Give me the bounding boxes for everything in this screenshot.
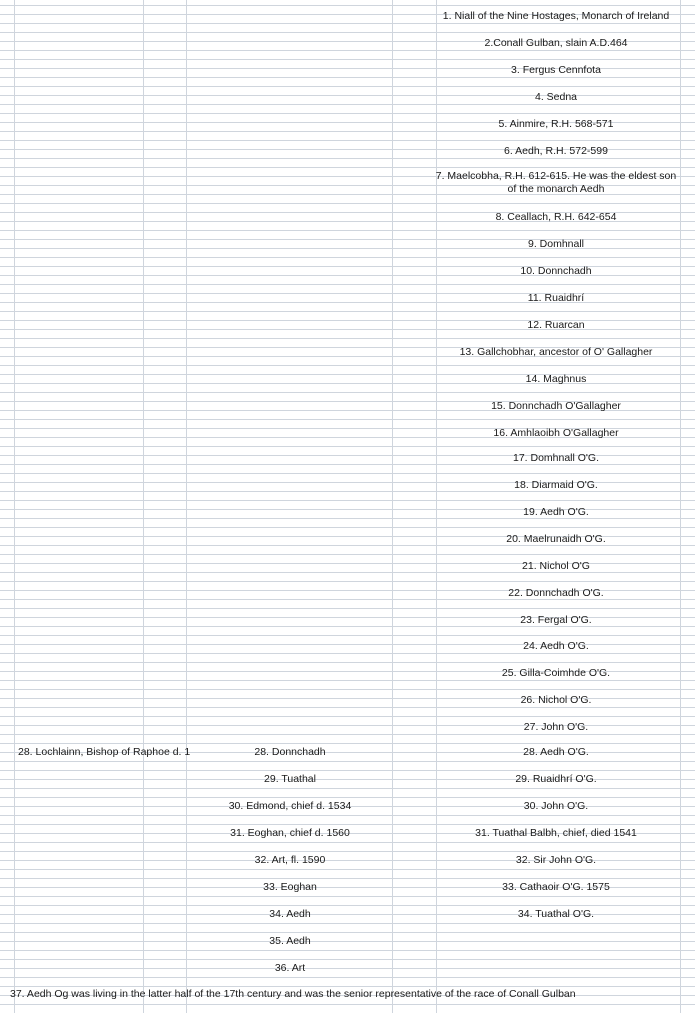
cell-d-entry[interactable]: 9. Domhnall bbox=[527, 238, 585, 250]
grid-row-line bbox=[0, 905, 695, 906]
grid-row-line bbox=[0, 95, 695, 96]
cell-c-entry[interactable]: 31. Eoghan, chief d. 1560 bbox=[230, 827, 350, 839]
cell-c-entry[interactable]: 33. Eoghan bbox=[263, 881, 317, 893]
grid-row-line bbox=[0, 284, 695, 285]
grid-row-line bbox=[0, 419, 695, 420]
grid-row-line bbox=[0, 941, 695, 942]
grid-row-line bbox=[0, 662, 695, 663]
cell-c-entry[interactable]: 34. Aedh bbox=[269, 908, 311, 920]
cell-d-entry[interactable]: 29. Ruaidhrí O'G. bbox=[515, 773, 597, 785]
grid-row-line bbox=[0, 851, 695, 852]
grid-column-line bbox=[186, 0, 187, 1013]
grid-row-line bbox=[0, 770, 695, 771]
cell-d-entry[interactable]: 5. Ainmire, R.H. 568-571 bbox=[498, 118, 614, 130]
grid-row-line bbox=[0, 653, 695, 654]
cell-d-entry[interactable]: 14. Maghnus bbox=[525, 373, 587, 385]
grid-row-line bbox=[0, 320, 695, 321]
grid-row-line bbox=[0, 104, 695, 105]
grid-row-line bbox=[0, 644, 695, 645]
grid-row-line bbox=[0, 365, 695, 366]
cell-d-entry[interactable]: 20. Maelrunaidh O'G. bbox=[506, 533, 606, 545]
grid-row-line bbox=[0, 977, 695, 978]
grid-row-line bbox=[0, 446, 695, 447]
grid-row-line bbox=[0, 383, 695, 384]
grid-column-line bbox=[14, 0, 15, 1013]
grid-row-line bbox=[0, 113, 695, 114]
grid-row-line bbox=[0, 734, 695, 735]
grid-row-line bbox=[0, 203, 695, 204]
cell-d-entry[interactable]: 16. Amhlaoibh O'Gallagher bbox=[493, 427, 619, 439]
grid-row-line bbox=[0, 923, 695, 924]
cell-d-entry[interactable]: 13. Gallchobhar, ancestor of O' Gallagher bbox=[459, 346, 653, 358]
grid-row-line bbox=[0, 707, 695, 708]
grid-row-line bbox=[0, 563, 695, 564]
grid-column-line bbox=[392, 0, 393, 1013]
cell-d-entry[interactable]: 2.Conall Gulban, slain A.D.464 bbox=[484, 37, 628, 49]
grid-row-line bbox=[0, 230, 695, 231]
grid-row-line bbox=[0, 1004, 695, 1005]
grid-row-line bbox=[0, 50, 695, 51]
cell-d-entry[interactable]: 18. Diarmaid O'G. bbox=[514, 479, 598, 491]
cell-d-entry[interactable]: 3. Fergus Cennfota bbox=[511, 64, 601, 76]
cell-d-entry[interactable]: 10. Donnchadh bbox=[520, 265, 592, 277]
grid-column-line bbox=[143, 0, 144, 1013]
cell-d-entry[interactable]: 17. Domhnall O'G. bbox=[512, 452, 600, 464]
grid-row-line bbox=[0, 716, 695, 717]
cell-c-entry[interactable]: 32. Art, fl. 1590 bbox=[254, 854, 326, 866]
cell-d-entry[interactable]: 24. Aedh O'G. bbox=[523, 640, 589, 652]
grid-row-line bbox=[0, 815, 695, 816]
grid-row-line bbox=[0, 788, 695, 789]
grid-row-line bbox=[0, 554, 695, 555]
grid-row-line bbox=[0, 689, 695, 690]
grid-row-line bbox=[0, 59, 695, 60]
grid-row-line bbox=[0, 239, 695, 240]
grid-row-line bbox=[0, 500, 695, 501]
grid-row-line bbox=[0, 527, 695, 528]
cell-d-entry[interactable]: 31. Tuathal Balbh, chief, died 1541 bbox=[475, 827, 637, 839]
cell-c-entry[interactable]: 30. Edmond, chief d. 1534 bbox=[228, 800, 352, 812]
cell-d-entry[interactable]: 8. Ceallach, R.H. 642-654 bbox=[495, 211, 617, 223]
cell-d-entry[interactable]: 34. Tuathal O'G. bbox=[517, 908, 595, 920]
grid-row-line bbox=[0, 968, 695, 969]
grid-column-line bbox=[680, 0, 681, 1013]
cell-d-entry[interactable]: 28. Aedh O'G. bbox=[523, 746, 589, 758]
grid-row-line bbox=[0, 950, 695, 951]
grid-row-line bbox=[0, 959, 695, 960]
grid-row-line bbox=[0, 725, 695, 726]
grid-row-line bbox=[0, 986, 695, 987]
grid-row-line bbox=[0, 86, 695, 87]
grid-row-line bbox=[0, 158, 695, 159]
cell-c-entry[interactable]: 36. Art bbox=[274, 962, 306, 974]
cell-d-entry[interactable]: 32. Sir John O'G. bbox=[515, 854, 597, 866]
grid-row-line bbox=[0, 5, 695, 6]
grid-row-line bbox=[0, 896, 695, 897]
grid-row-line bbox=[0, 680, 695, 681]
grid-row-line bbox=[0, 842, 695, 843]
grid-row-line bbox=[0, 509, 695, 510]
grid-row-line bbox=[0, 302, 695, 303]
grid-row-line bbox=[0, 518, 695, 519]
grid-row-line bbox=[0, 635, 695, 636]
grid-row-line bbox=[0, 608, 695, 609]
grid-row-line bbox=[0, 473, 695, 474]
cell-d-entry[interactable]: 25. Gilla-Coimhde O'G. bbox=[501, 667, 611, 679]
grid-row-line bbox=[0, 131, 695, 132]
grid-row-line bbox=[0, 23, 695, 24]
grid-row-line bbox=[0, 338, 695, 339]
cell-d-entry[interactable]: 19. Aedh O'G. bbox=[523, 506, 589, 518]
cell-d-entry[interactable]: 30. John O'G. bbox=[523, 800, 589, 812]
grid-row-line bbox=[0, 32, 695, 33]
grid-row-line bbox=[0, 167, 695, 168]
grid-row-line bbox=[0, 869, 695, 870]
grid-row-line bbox=[0, 581, 695, 582]
cell-d-entry[interactable]: 15. Donnchadh O'Gallagher bbox=[491, 400, 621, 412]
grid-row-line bbox=[0, 77, 695, 78]
cell-d-entry[interactable]: 33. Cathaoir O'G. 1575 bbox=[502, 881, 610, 893]
grid-row-line bbox=[0, 374, 695, 375]
cell-d-entry[interactable]: 6. Aedh, R.H. 572-599 bbox=[504, 145, 608, 157]
grid-row-line bbox=[0, 797, 695, 798]
grid-row-line bbox=[0, 140, 695, 141]
grid-row-line bbox=[0, 248, 695, 249]
cell-d-entry[interactable]: 1. Niall of the Nine Hostages, Monarch of Ireland bbox=[442, 10, 670, 22]
cell-d-entry[interactable]: 27. John O'G. bbox=[523, 721, 589, 733]
cell-c-entry[interactable]: 29. Tuathal bbox=[264, 773, 316, 785]
cell-d-entry[interactable]: 22. Donnchadh O'G. bbox=[508, 587, 604, 599]
cell-d-entry[interactable]: 7. Maelcobha, R.H. 612-615. He was the eldest son of the monarch Aedh bbox=[435, 170, 677, 195]
cell-d-entry[interactable]: 23. Fergal O'G. bbox=[520, 614, 592, 626]
cell-d-entry[interactable]: 11. Ruaidhrí bbox=[527, 292, 585, 304]
grid-row-line bbox=[0, 311, 695, 312]
grid-row-line bbox=[0, 293, 695, 294]
grid-row-line bbox=[0, 878, 695, 879]
cell-footer-note[interactable]: 37. Aedh Og was living in the latter half of the 17th century and was the senior representative of the race of Conall Gulban bbox=[10, 988, 576, 1000]
cell-c-entry[interactable]: 28. Donnchadh bbox=[254, 746, 326, 758]
cell-a-lochlainn[interactable]: 28. Lochlainn, Bishop of Raphoe d. 1 bbox=[18, 746, 191, 758]
grid-column-line bbox=[436, 0, 437, 1013]
grid-row-line bbox=[0, 743, 695, 744]
grid-row-line bbox=[0, 572, 695, 573]
grid-row-line bbox=[0, 761, 695, 762]
grid-row-line bbox=[0, 329, 695, 330]
grid-row-line bbox=[0, 932, 695, 933]
cell-c-entry[interactable]: 35. Aedh bbox=[269, 935, 311, 947]
cell-d-entry[interactable]: 4. Sedna bbox=[534, 91, 578, 103]
grid-row-line bbox=[0, 392, 695, 393]
cell-d-entry[interactable]: 26. Nichol O'G. bbox=[520, 694, 592, 706]
cell-d-entry[interactable]: 12. Ruarcan bbox=[527, 319, 585, 331]
cell-d-entry[interactable]: 21. Nichol O'G bbox=[522, 560, 590, 572]
grid-row-line bbox=[0, 257, 695, 258]
grid-row-line bbox=[0, 824, 695, 825]
